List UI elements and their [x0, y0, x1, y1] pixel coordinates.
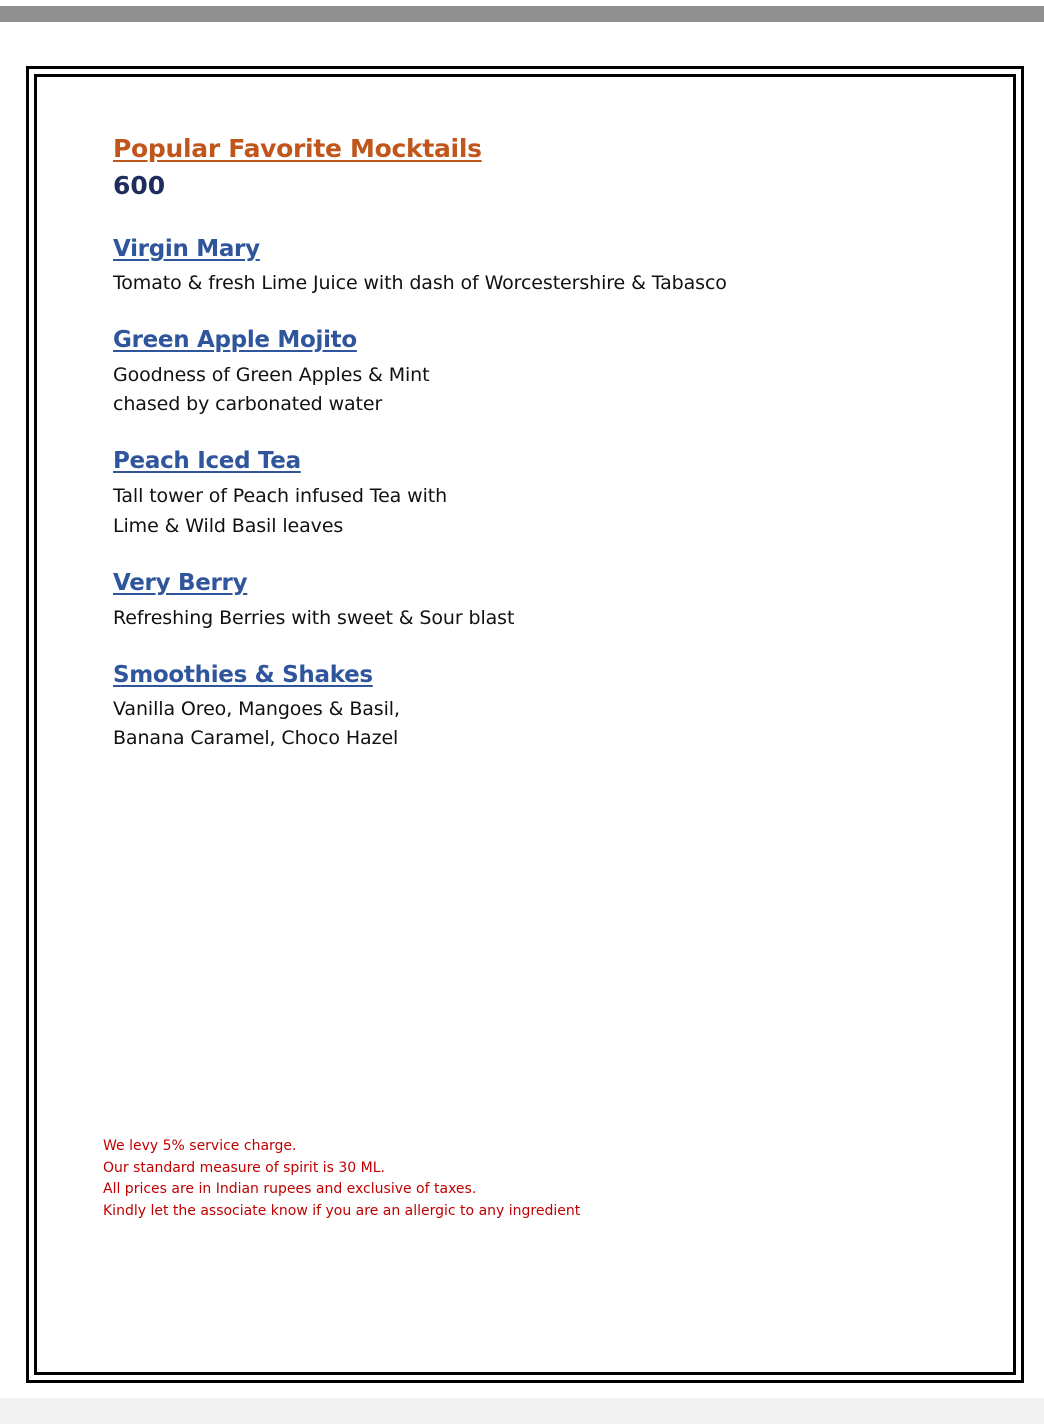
menu-title: Popular Favorite Mocktails — [113, 134, 482, 163]
note-spirit-measure: Our standard measure of spirit is 30 ML. — [103, 1159, 385, 1176]
item-description: Vanilla Oreo, Mangoes & Basil, — [113, 698, 400, 720]
item-description: Goodness of Green Apples & Mint — [113, 364, 430, 386]
item-description: Tall tower of Peach infused Tea with — [113, 485, 448, 507]
item-name-virgin-mary: Virgin Mary — [113, 236, 260, 262]
item-name-green-apple-mojito: Green Apple Mojito — [113, 327, 357, 353]
menu-price: 600 — [113, 171, 166, 200]
item-description: Lime & Wild Basil leaves — [113, 515, 344, 537]
item-name-peach-iced-tea: Peach Iced Tea — [113, 448, 301, 474]
item-description: chased by carbonated water — [113, 393, 383, 415]
item-name-very-berry: Very Berry — [113, 570, 248, 596]
item-description: Tomato & fresh Lime Juice with dash of Worcestershire & Tabasco — [113, 272, 727, 294]
item-description: Banana Caramel, Choco Hazel — [113, 727, 399, 749]
note-prices: All prices are in Indian rupees and exclusive of taxes. — [103, 1181, 477, 1197]
menu-notes — [103, 1136, 580, 1222]
item-name-smoothies-shakes: Smoothies & Shakes — [113, 662, 373, 688]
note-allergy: Kindly let the associate know if you are an allergic to any ingredient — [103, 1202, 581, 1219]
note-service-charge: We levy 5% service charge. — [103, 1138, 297, 1154]
item-description: Refreshing Berries with sweet & Sour blast — [113, 607, 515, 629]
top-scroll-bar — [0, 6, 1044, 22]
bottom-strip — [0, 1398, 1044, 1424]
